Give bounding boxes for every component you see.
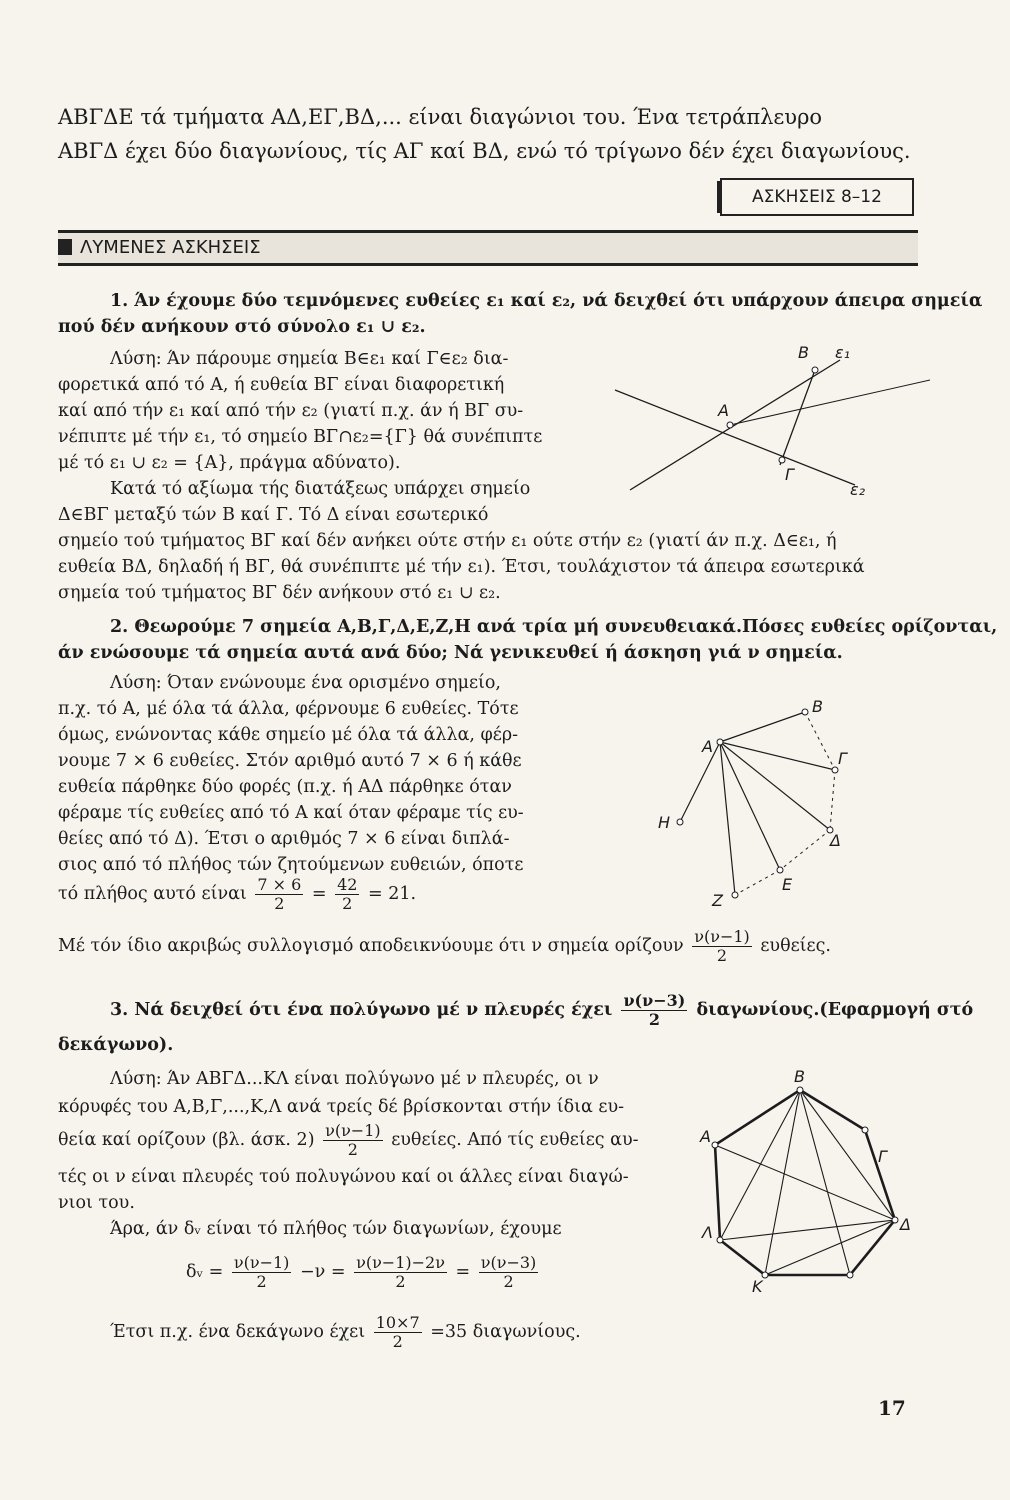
page-number: 17 [878, 1396, 906, 1420]
point-G [779, 457, 785, 463]
ex2-solution-line-1: Λύση: Όταν ενώνουμε ένα ορισμένο σημείο, [110, 673, 501, 693]
ex1-question-line-1: 1. Άν έχουμε δύο τεμνόμενες ευθείες ε₁ καί ε₂, νά δειχθεί ότι υπάρχουν άπειρα σημεία [110, 291, 983, 311]
fraction-v-v-3-over-2 [621, 992, 687, 1029]
fraction-numerator: ν(ν−1)−2ν [356, 1253, 445, 1272]
ex3-solution-line-6: Άρα, άν δᵥ είναι τό πλήθος τών διαγωνίων, έχουμε [110, 1219, 562, 1239]
ex3-question-end: διαγωνίους.(Εφαρμογή στό [696, 1000, 974, 1020]
ex3-solution-line-4: τές οι ν είναι πλευρές τού πολυγώνου καί οι άλλες είναι διαγώ- [58, 1167, 629, 1187]
fraction-denominator: 2 [392, 1332, 403, 1351]
eq-equals: = [455, 1262, 471, 1282]
eq-middle: −ν = [299, 1262, 346, 1282]
ex2-question-line-1: 2. Θεωρούμε 7 σημεία Α,Β,Γ,Δ,Ε,Ζ,Η ανά τρία μή συνευθειακά.Πόσες ευθείες ορίζονται, [110, 617, 998, 637]
fraction-numerator: ν(ν−1) [233, 1253, 290, 1272]
ex3-lines-end: ευθείες. Από τίς ευθείες αυ- [391, 1130, 639, 1150]
ex3-solution-line-2: κόρυφές του Α,Β,Γ,...,Κ,Λ ανά τρείς δέ βρίσκονται στήν ίδια ευ- [58, 1097, 624, 1117]
ex2-count-result: = 21. [368, 884, 417, 904]
ex1-solution-line-8: σημείο τού τμήματος ΒΓ καί δέν ανήκει ούτε στήν ε₁ ούτε στήν ε₂ (γιατί άν π.χ. Δ∈ε₁, ή [58, 531, 837, 551]
fraction-42-over-2 [335, 876, 359, 913]
decagon-result: =35 διαγωνίους. [430, 1322, 581, 1342]
point-A [727, 422, 733, 428]
eq-fraction-2 [354, 1254, 447, 1291]
label-G: Γ [878, 1147, 887, 1166]
label-D: Δ [830, 831, 841, 850]
label-A: Α [702, 737, 713, 756]
ex2-solution-line-8: σιος από τό πλήθος τών ζητούμενων ευθειών, όποτε [58, 855, 524, 875]
fraction-numerator: ν(ν−1) [694, 927, 750, 946]
label-A: Α [700, 1127, 711, 1146]
fraction-denominator: 2 [274, 894, 285, 913]
ex3-diagonal-equation [186, 1250, 541, 1294]
ex3-solution-line-1: Λύση: Άν ΑΒΓΔ...ΚΛ είναι πολύγωνο μέ ν πλευρές, οι ν [110, 1069, 599, 1089]
fraction-numerator: ν(ν−3) [623, 991, 686, 1010]
section-header [58, 230, 918, 266]
ex3-question-line-2: δεκάγωνο). [58, 1035, 174, 1055]
ex2-solution-line-4: νουμε 7 × 6 ευθείες. Στόν αριθμό αυτό 7 × 6 ή κάθε [58, 751, 522, 771]
fraction-denominator: 2 [395, 1272, 406, 1291]
fraction-denominator: 2 [342, 894, 353, 913]
label-H: Η [658, 813, 671, 832]
fraction-numerator: 42 [337, 875, 358, 894]
ex3-decagon-example [110, 1310, 581, 1354]
fraction-v-v-1-over-2 [323, 1122, 383, 1159]
label-A: Α [718, 401, 729, 420]
ex1-solution-line-2: φορετικά από τό Α, ή ευθεία ΒΓ είναι διαφορετική [58, 375, 505, 395]
ex3-question-text: 3. Νά δειχθεί ότι ένα πολύγωνο μέ ν πλευρές έχει [110, 1000, 613, 1020]
ex2-count-text: τό πλήθος αυτό είναι [58, 884, 247, 904]
ex2-solution-line-6: φέραμε τίς ευθείες από τό Α καί όταν φέραμε τίς ευ- [58, 803, 524, 823]
eq-lhs: δᵥ = [186, 1262, 224, 1282]
eq-fraction-1 [232, 1254, 292, 1291]
line-e2 [615, 390, 855, 485]
fraction-numerator: ν(ν−3) [480, 1253, 537, 1272]
label-L: Λ [702, 1223, 713, 1242]
label-G: Γ [785, 465, 794, 484]
intro-line-1: ΑΒΓΔΕ τά τμήματα ΑΔ,ΕΓ,ΒΔ,... είναι διαγώνιοι του. Ένα τετράπλευρο [58, 105, 823, 129]
ex2-question-line-2: άν ενώσουμε τά σημεία αυτά ανά δύο; Νά γενικευθεί ή άσκηση γιά ν σημεία. [58, 643, 843, 663]
label-e1: ε₁ [835, 343, 851, 362]
label-K: Κ [752, 1277, 763, 1296]
eq-fraction-3 [479, 1254, 539, 1291]
ex2-solution-line-9: τό πλήθος αυτό είναι $\frac{7 \times 6}{2}$ = $\frac{42}{2}$ = 21. [58, 875, 417, 913]
label-B: Β [812, 697, 823, 716]
ex2-solution-line-5: ευθεία πάρθηκε δύο φορές (π.χ. ή ΑΔ πάρθηκε όταν [58, 777, 512, 797]
ex1-solution-line-3: καί από τήν ε₁ καί από τήν ε₂ (γιατί π.χ. άν ή ΒΓ συ- [58, 401, 524, 421]
line-through-A [730, 380, 930, 425]
label-B: Β [798, 343, 809, 362]
ex2-generalization [58, 926, 831, 966]
point-B [812, 367, 818, 373]
fraction-denominator: 2 [716, 946, 728, 965]
ex1-solution-line-5: μέ τό ε₁ ∪ ε₂ = {Α}, πράγμα αδύνατο). [58, 453, 401, 473]
ex3-question-line-1 [110, 990, 973, 1030]
label-E: Ε [782, 875, 793, 894]
ex2-general-end: ευθείες. [760, 936, 831, 956]
section-title: ΛΥΜΕΝΕΣ ΑΣΚΗΣΕΙΣ [80, 237, 261, 258]
label-e2: ε₂ [850, 480, 866, 499]
fraction-denominator: 2 [648, 1010, 660, 1029]
ex3-figure [690, 1067, 930, 1300]
section-marker [58, 239, 72, 255]
segment-BG [780, 370, 815, 465]
ex3-solution-line-5: νιοι του. [58, 1193, 135, 1213]
ex3-solution-line-3 [58, 1120, 639, 1160]
ex2-solution-line-7: θείες από τό Δ). Έτσι ο αριθμός 7 × 6 είναι διπλά- [58, 829, 510, 849]
label-D: Δ [900, 1215, 911, 1234]
ex2-general-text: Μέ τόν ίδιο ακριβώς συλλογισμό αποδεικνύουμε ότι ν σημεία ορίζουν [58, 936, 684, 956]
fraction-numerator: 7 × 6 [257, 875, 302, 894]
fraction-10x7-over-2 [374, 1314, 422, 1351]
intro-line-2: ΑΒΓΔ έχει δύο διαγωνίους, τίς ΑΓ καί ΒΔ, ενώ τό τρίγωνο δέν έχει διαγωνίους. [58, 139, 911, 163]
exercises-reference-box: ΑΣΚΗΣΕΙΣ 8–12 [720, 178, 914, 216]
fraction-7x6-over-2 [255, 876, 303, 913]
ex1-question-line-2: πού δέν ανήκουν στό σύνολο ε₁ ∪ ε₂. [58, 317, 426, 337]
ex1-solution-line-7: Δ∈ΒΓ μεταξύ τών Β καί Γ. Τό Δ είναι εσωτερικό [58, 505, 489, 525]
fraction-v-v-1-over-2 [692, 928, 752, 965]
ex1-solution-line-1: Λύση: Άν πάρουμε σημεία Β∈ε₁ καί Γ∈ε₂ δια- [110, 349, 509, 369]
ex1-solution-line-9: ευθεία ΒΔ, δηλαδή ή ΒΓ, θά συνέπιπτε μέ τήν ε₁). Έτσι, τουλάχιστον τά άπειρα εσωτερικά [58, 557, 865, 577]
fraction-denominator: 2 [503, 1272, 514, 1291]
ex1-solution-line-6: Κατά τό αξίωμα τής διατάξεως υπάρχει σημείο [110, 479, 531, 499]
polygon-diagonals [715, 1090, 895, 1275]
ex2-solution-line-3: όμως, ενώνοντας κάθε σημείο μέ όλα τά άλλα, φέρ- [58, 725, 519, 745]
fraction-numerator: ν(ν−1) [325, 1121, 381, 1140]
ex1-figure [600, 330, 940, 510]
line-e1 [630, 360, 840, 490]
fraction-denominator: 2 [256, 1272, 267, 1291]
ex1-solution-line-4: νέπιπτε μέ τήν ε₁, τό σημείο ΒΓ∩ε₂={Γ} θά συνέπιπτε [58, 427, 543, 447]
fraction-denominator: 2 [347, 1140, 358, 1159]
ex3-lines-text: θεία καί ορίζουν (βλ. άσκ. 2) [58, 1130, 315, 1150]
label-G: Γ [838, 749, 847, 768]
ex2-solution-line-2: π.χ. τό Α, μέ όλα τά άλλα, φέρνουμε 6 ευθείες. Τότε [58, 699, 519, 719]
fraction-numerator: 10×7 [375, 1313, 420, 1332]
ex1-solution-line-10: σημεία τού τμήματος ΒΓ δέν ανήκουν στό ε₁ ∪ ε₂. [58, 583, 501, 603]
ex2-figure [640, 690, 860, 910]
decagon-text: Έτσι π.χ. ένα δεκάγωνο έχει [110, 1322, 366, 1342]
label-B: Β [794, 1067, 805, 1086]
label-Z: Ζ [712, 891, 723, 910]
dotted-segments [735, 712, 835, 895]
